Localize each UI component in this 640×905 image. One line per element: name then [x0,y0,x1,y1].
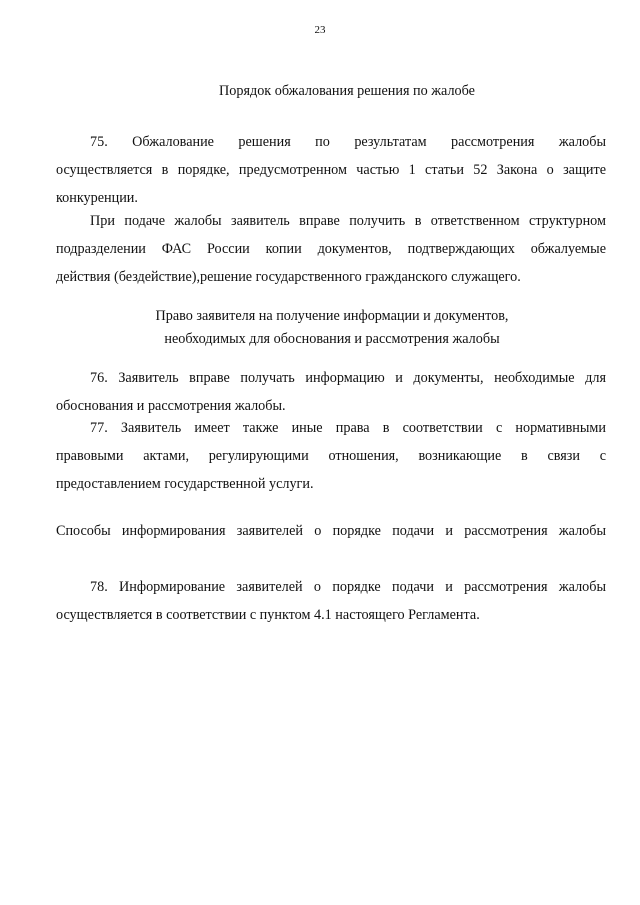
paragraph-76 [56,364,606,420]
paragraph-complaint-copies-line-2: подразделении ФАС России копии документов, подтверждающих обжалуемые [56,241,606,257]
paragraph-78 [56,573,606,629]
paragraph-complaint-copies-line-3: действия (бездействие),решение государственного гражданского служащего. [56,269,521,285]
paragraph-77-line-1: 77. Заявитель имеет также иные права в соответствии с нормативными [90,420,606,436]
paragraph-75-line-3: конкуренции. [56,190,138,206]
paragraph-complaint-copies [56,207,606,291]
paragraph-76-line-1: 76. Заявитель вправе получать информацию и документы, необходимые для [90,370,606,386]
paragraph-76-line-2: обоснования и рассмотрения жалобы. [56,398,286,414]
paragraph-78-line-2: осуществляется в соответствии с пунктом 4.1 настоящего Регламента. [56,607,480,623]
section-heading-right-to-information-line-1: Право заявителя на получение информации и документов, [155,308,509,324]
paragraph-78-line-1: 78. Информирование заявителей о порядке подачи и рассмотрения жалобы [90,579,606,595]
paragraph-75-line-2: осуществляется в порядке, предусмотренном частью 1 статьи 52 Закона о защите [56,162,606,178]
section-heading-right-to-information-line-2: необходимых для обоснования и рассмотрения жалобы [164,331,500,347]
paragraph-75-line-1: 75. Обжалование решения по результатам рассмотрения жалобы [90,134,606,150]
section-heading-appeal-procedure: Порядок обжалования решения по жалобе [219,83,475,99]
paragraph-77-line-2: правовыми актами, регулирующими отношения, возникающие в связи с [56,448,606,464]
page-number: 23 [314,24,326,36]
section-heading-informing-methods: Способы информирования заявителей о порядке подачи и рассмотрения жалобы [56,523,606,539]
paragraph-complaint-copies-line-1: При подаче жалобы заявитель вправе получить в ответственном структурном [90,213,606,229]
paragraph-75 [56,128,606,212]
section-heading-right-to-information [0,305,640,351]
paragraph-77-line-3: предоставлением государственной услуги. [56,476,314,492]
paragraph-77 [56,414,606,498]
